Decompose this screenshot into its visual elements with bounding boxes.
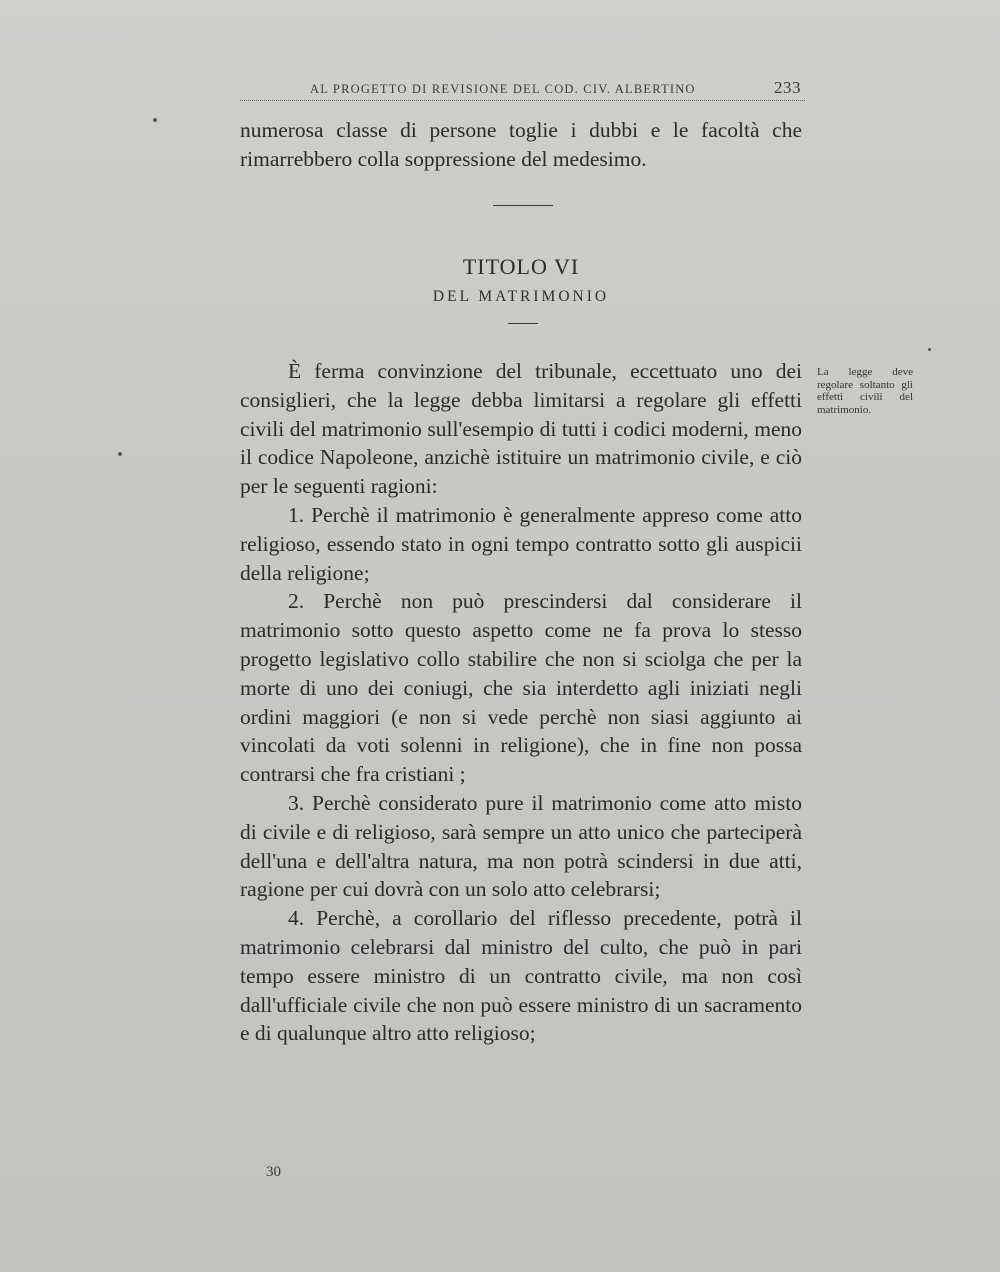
list-item-4: 4. Perchè, a corollario del riflesso precedente, potrà il matrimonio celebrarsi dal ministro del culto, che può in pari tempo essere ministro di un contratto civile, ma non così dall'ufficiale civile che non può essere ministro di un sacramento e di qualunque altro atto religioso; xyxy=(240,906,802,1046)
page-number: 233 xyxy=(774,78,801,97)
page-speck xyxy=(153,118,157,122)
signature-mark: 30 xyxy=(266,1164,281,1180)
running-head xyxy=(240,78,805,102)
list-item-3: 3. Perchè considerato pure il matrimonio come atto misto di civile e di religioso, sarà sempre un atto unico che parteciperà dell'una e dell'altra natura, ma non potrà scindersi in due atti, ragione per cui dovrà con un solo atto celebrarsi; xyxy=(240,790,802,902)
opening-paragraph xyxy=(240,116,802,174)
running-head-rule xyxy=(240,100,805,101)
opening-text: numerosa classe di persone toglie i dubbi e le facoltà che rimarrebbero colla soppressione del medesimo. xyxy=(240,118,802,171)
running-head-title: AL PROGETTO DI REVISIONE DEL COD. CIV. ALBERTINO xyxy=(310,82,696,96)
list-item-1: 1. Perchè il matrimonio è generalmente appreso come atto religioso, essendo stato in ogni tempo contratto sotto gli auspicii della religione; xyxy=(240,502,802,585)
page-speck xyxy=(928,348,931,351)
intro-paragraph: È ferma convinzione del tribunale, eccettuato uno dei consiglieri, che la legge debba limitarsi a regolare gli effetti civili del matrimonio sull'esempio di tutti i codici moderni, meno il codice Napoleone, anzichè istituire un matrimonio civile, e ciò per le seguenti ragioni: xyxy=(240,359,802,499)
section-subtitle: DEL MATRIMONIO xyxy=(432,288,610,305)
body-text xyxy=(240,357,802,1048)
title-divider xyxy=(508,323,538,324)
margin-note: La legge deve regolare soltanto gli effetti civili del matrimonio. xyxy=(817,366,913,416)
list-item-2: 2. Perchè non può prescindersi dal considerare il matrimonio sotto questo aspetto come ne fa prova lo stesso progetto legislativo collo stabilire che non si sciolga che per la morte di uno dei coniugi, che sia interdetto agli iniziati negli ordini maggiori (e non si vede perchè non siasi aggiunto ai vincolati da voti solenni in religione), che in fine non possa contrarsi che fra cristiani ; xyxy=(240,589,802,787)
section-title: TITOLO VI xyxy=(462,254,580,279)
page-speck xyxy=(118,452,122,456)
section-divider xyxy=(493,205,553,206)
